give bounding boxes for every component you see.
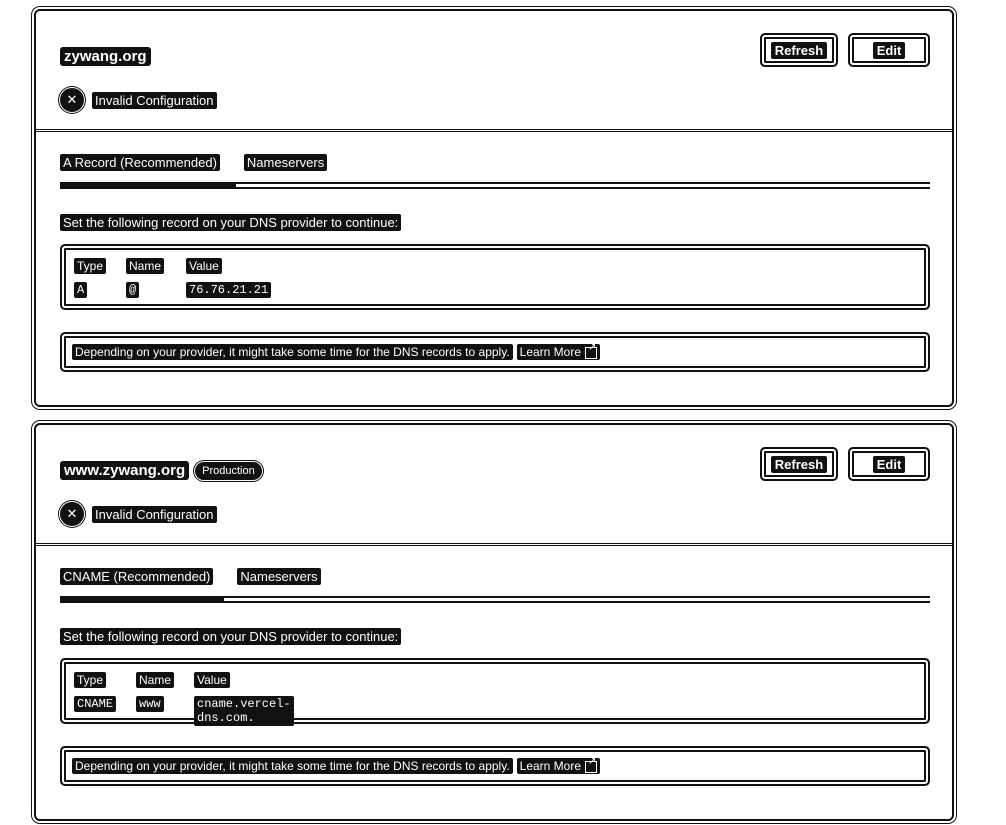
refresh-button[interactable] xyxy=(760,33,838,67)
tab-cname[interactable]: CNAME (Recommended) xyxy=(60,568,213,585)
header-value: Value xyxy=(194,672,230,688)
tab-nameservers[interactable]: Nameservers xyxy=(244,154,327,171)
active-tab-indicator xyxy=(60,596,224,603)
edit-label: Edit xyxy=(873,456,906,473)
instruction-text: Set the following record on your DNS provider to continue: xyxy=(60,214,401,231)
record-value: 76.76.21.21 xyxy=(186,282,271,298)
production-badge: Production xyxy=(195,462,262,480)
refresh-label: Refresh xyxy=(771,42,827,59)
dns-record-table xyxy=(60,658,930,724)
note-text: Depending on your provider, it might take some time for the DNS records to apply. xyxy=(72,344,513,360)
instruction-text: Set the following record on your DNS provider to continue: xyxy=(60,628,401,645)
domain-title xyxy=(60,47,151,66)
record-tabs xyxy=(60,154,327,171)
domain-card-header xyxy=(36,11,952,132)
learn-more-label: Learn More xyxy=(519,759,582,773)
edit-label: Edit xyxy=(873,42,906,59)
refresh-button[interactable] xyxy=(760,447,838,481)
propagation-note xyxy=(60,332,930,372)
edit-button[interactable] xyxy=(848,447,930,481)
domain-card xyxy=(34,9,954,407)
domain-name: www.zywang.org xyxy=(60,461,189,480)
learn-more-link[interactable] xyxy=(517,344,600,360)
status-text: Invalid Configuration xyxy=(92,92,217,109)
learn-more-link[interactable] xyxy=(517,758,600,774)
record-type: A xyxy=(74,282,87,298)
record-name: www xyxy=(136,696,164,712)
refresh-label: Refresh xyxy=(771,456,827,473)
record-type: CNAME xyxy=(74,696,116,712)
domain-card xyxy=(34,423,954,821)
learn-more-label: Learn More xyxy=(519,345,582,359)
status-text: Invalid Configuration xyxy=(92,506,217,523)
edit-button[interactable] xyxy=(848,33,930,67)
external-link-icon xyxy=(585,347,597,359)
header-type: Type xyxy=(74,258,106,274)
card-actions xyxy=(760,447,930,481)
record-name: @ xyxy=(126,282,139,298)
tab-a-record[interactable]: A Record (Recommended) xyxy=(60,154,220,171)
header-name: Name xyxy=(126,258,164,274)
card-actions xyxy=(760,33,930,67)
config-status xyxy=(60,88,217,112)
x-circle-icon: ✕ xyxy=(60,502,84,526)
dns-record-table xyxy=(60,244,930,310)
record-tabs xyxy=(60,568,321,585)
domain-name: zywang.org xyxy=(60,47,151,66)
domain-card-header xyxy=(36,425,952,546)
header-type: Type xyxy=(74,672,106,688)
header-value: Value xyxy=(186,258,222,274)
external-link-icon xyxy=(585,761,597,773)
active-tab-indicator xyxy=(60,182,236,189)
header-name: Name xyxy=(136,672,174,688)
x-circle-icon: ✕ xyxy=(60,88,84,112)
tab-nameservers[interactable]: Nameservers xyxy=(237,568,320,585)
config-status xyxy=(60,502,217,526)
record-value: cname.vercel-dns.com. xyxy=(194,696,294,726)
domain-title xyxy=(60,461,262,480)
note-text: Depending on your provider, it might take some time for the DNS records to apply. xyxy=(72,758,513,774)
propagation-note xyxy=(60,746,930,786)
